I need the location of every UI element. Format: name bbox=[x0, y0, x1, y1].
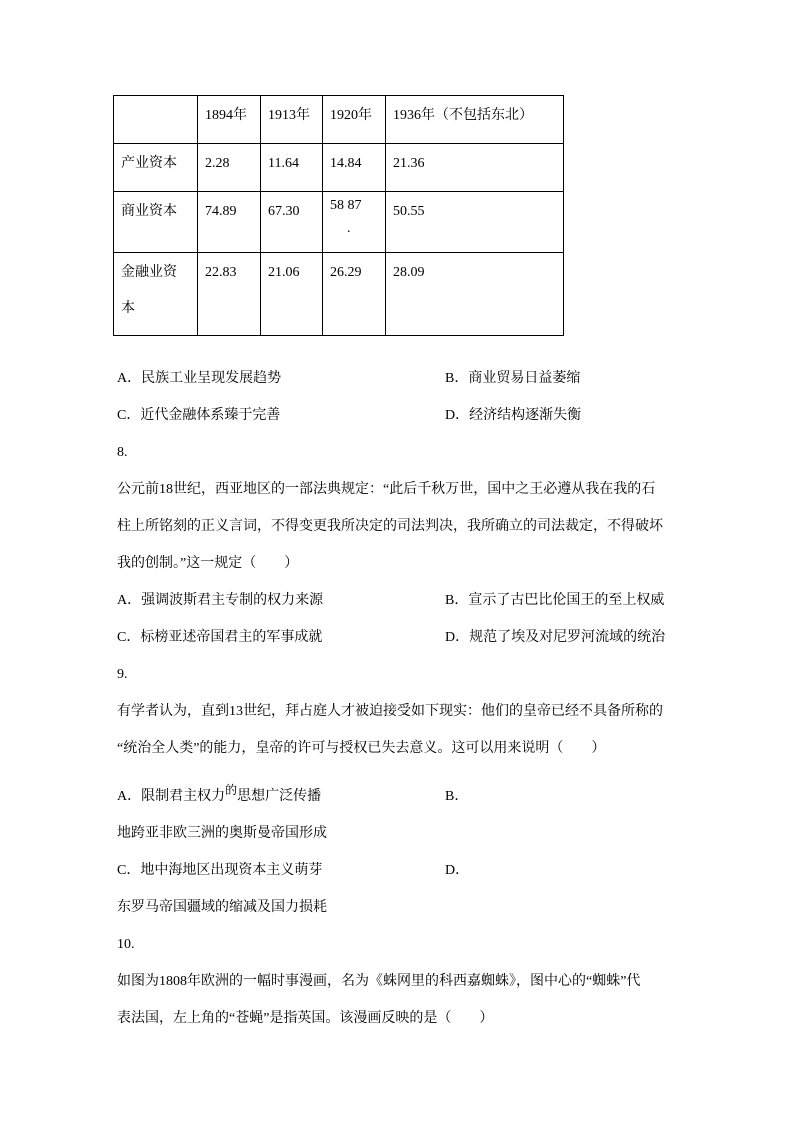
questions-content bbox=[117, 360, 673, 1037]
table-cell: 26.29 bbox=[323, 253, 386, 336]
question-10-text-line-1: 如图为1808年欧洲的一幅时事漫画，名为《蛛网里的科西嘉蜘蛛》，图中心的“蜘蛛”代 bbox=[117, 974, 641, 989]
q9-option-a-superscript: 的 bbox=[225, 783, 238, 797]
table-cell-dot-part: . bbox=[347, 221, 351, 236]
q7-option-a: A．民族工业呈现发展趋势 bbox=[117, 371, 282, 386]
table-cell-number-part: 58 87 bbox=[330, 198, 362, 213]
q9-option-a bbox=[117, 783, 322, 804]
q8-option-c: C．标榜亚述帝国君主的军事成就 bbox=[117, 630, 323, 645]
q9-option-c: C．地中海地区出现资本主义萌芽 bbox=[117, 863, 323, 878]
q9-option-a-text-post: 思想广泛传播 bbox=[237, 789, 322, 804]
table-row-label: 商业资本 bbox=[114, 192, 198, 253]
q7-option-b: B．商业贸易日益萎缩 bbox=[445, 371, 581, 386]
q9-option-a-label: A． bbox=[117, 789, 142, 804]
question-8-number: 8. bbox=[117, 445, 128, 460]
q8-option-a: A．强调波斯君主专制的权力来源 bbox=[117, 593, 324, 608]
table-header-cell-1936: 1936年（不包括东北） bbox=[386, 96, 564, 144]
q8-options-row-2 bbox=[117, 619, 673, 656]
question-10-number: 10. bbox=[117, 937, 135, 952]
q7-options-row-1 bbox=[117, 360, 673, 397]
table-cell: 67.30 bbox=[261, 192, 323, 253]
table-cell: 50.55 bbox=[386, 192, 564, 253]
q9-option-b-label: B． bbox=[445, 789, 469, 804]
table-row-industrial-capital bbox=[114, 144, 564, 192]
table-header-cell-1913: 1913年 bbox=[261, 96, 323, 144]
table-cell: 74.89 bbox=[198, 192, 261, 253]
table-row-financial-capital bbox=[114, 253, 564, 336]
table-header-cell-1920: 1920年 bbox=[323, 96, 386, 144]
table-header-cell-empty bbox=[114, 96, 198, 144]
q9-options-row-1 bbox=[117, 778, 673, 815]
question-9-text-line-1: 有学者认为，直到13世纪，拜占庭人才被迫接受如下现实：他们的皇帝已经不具备所称的 bbox=[117, 704, 663, 719]
table-cell: 22.83 bbox=[198, 253, 261, 336]
q7-options-row-2 bbox=[117, 397, 673, 434]
table-cell: 11.64 bbox=[261, 144, 323, 192]
q8-options-row-1 bbox=[117, 582, 673, 619]
q8-option-d: D．规范了埃及对尼罗河流域的统治 bbox=[445, 630, 666, 645]
table-cell: 21.06 bbox=[261, 253, 323, 336]
table-row-commercial-capital bbox=[114, 192, 564, 253]
q7-option-c: C．近代金融体系臻于完善 bbox=[117, 408, 281, 423]
q9-option-d-text: 东罗马帝国疆域的缩减及国力损耗 bbox=[117, 900, 327, 915]
table-row-label: 金融业资本 bbox=[114, 253, 198, 336]
q9-option-d-label: D． bbox=[445, 863, 470, 878]
table-header-row bbox=[114, 96, 564, 144]
question-8-text-line-3: 我的创制。”这一规定（ ） bbox=[117, 556, 299, 571]
table-cell: 14.84 bbox=[323, 144, 386, 192]
table-row-label: 产业资本 bbox=[114, 144, 198, 192]
question-10-text-line-2: 表法国，左上角的“苍蝇”是指英国。该漫画反映的是（ ） bbox=[117, 1011, 494, 1026]
table-cell: 21.36 bbox=[386, 144, 564, 192]
question-8-text-line-1: 公元前18世纪，西亚地区的一部法典规定：“此后千秋万世，国中之王必遵从我在我的石 bbox=[117, 482, 656, 497]
q9-options-row-2 bbox=[117, 852, 673, 889]
table-cell: 2.28 bbox=[198, 144, 261, 192]
question-9-number: 9. bbox=[117, 667, 128, 682]
table-cell: 28.09 bbox=[386, 253, 564, 336]
q8-option-b: B．宣示了古巴比伦国王的至上权威 bbox=[445, 593, 665, 608]
question-9-text-line-2: “统治全人类”的能力，皇帝的许可与授权已失去意义。这可以用来说明（ ） bbox=[117, 741, 606, 756]
table-cell-wrapped-number bbox=[323, 192, 386, 253]
question-8-text-line-2: 柱上所铭刻的正义言词，不得变更我所决定的司法判决，我所确立的司法裁定，不得破坏 bbox=[117, 519, 663, 534]
q7-option-d: D．经济结构逐渐失衡 bbox=[445, 408, 582, 423]
capital-structure-table bbox=[113, 95, 564, 336]
q9-option-b-text: 地跨亚非欧三洲的奥斯曼帝国形成 bbox=[117, 826, 327, 841]
q9-option-a-text-pre: 限制君主权力 bbox=[141, 789, 226, 804]
table-header-cell-1894: 1894年 bbox=[198, 96, 261, 144]
